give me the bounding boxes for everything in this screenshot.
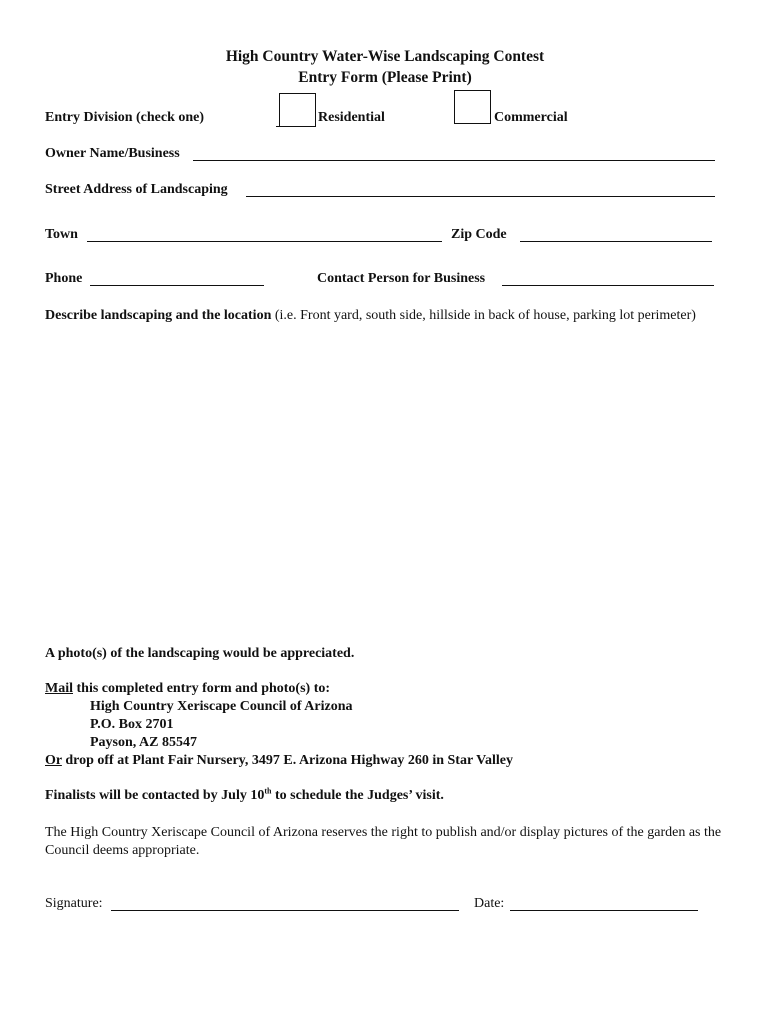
finalists-before: Finalists will be contacted by July 10 xyxy=(45,788,265,803)
contact-person-label: Contact Person for Business xyxy=(317,271,486,286)
address-line-3: Payson, AZ 85547 xyxy=(90,735,197,750)
address-line-1: High Country Xeriscape Council of Arizona xyxy=(90,699,353,714)
street-address-field[interactable] xyxy=(246,196,715,197)
residential-option-label: Residential xyxy=(318,110,385,125)
town-field[interactable] xyxy=(87,241,442,242)
rights-statement: The High Country Xeriscape Council of Arizona reserves the right to publish and/or display pictures of the garden as the Council deems appropriate. xyxy=(45,825,722,858)
owner-name-label: Owner Name/Business xyxy=(45,146,180,161)
signature-field[interactable] xyxy=(111,910,459,911)
describe-hint: (i.e. Front yard, south side, hillside in back of house, parking lot perimeter) xyxy=(274,308,696,323)
form-subtitle: Entry Form (Please Print) xyxy=(298,69,472,86)
commercial-checkbox[interactable] xyxy=(454,90,491,124)
zip-code-field[interactable] xyxy=(520,241,712,242)
zip-code-label: Zip Code xyxy=(451,227,507,242)
address-line-2: P.O. Box 2701 xyxy=(90,717,174,732)
drop-off-instruction xyxy=(45,753,513,769)
phone-label: Phone xyxy=(45,271,83,286)
mail-instruction xyxy=(45,681,330,697)
town-label: Town xyxy=(45,227,78,242)
or-word: Or xyxy=(45,753,62,768)
date-field[interactable] xyxy=(510,910,698,911)
mail-word: Mail xyxy=(45,681,73,696)
phone-field[interactable] xyxy=(90,285,264,286)
signature-label: Signature: xyxy=(45,896,103,911)
describe-label: Describe landscaping and the location xyxy=(45,308,272,323)
contact-person-field[interactable] xyxy=(502,285,714,286)
form-title: High Country Water-Wise Landscaping Contest xyxy=(225,48,545,65)
entry-division-label: Entry Division (check one) xyxy=(45,110,205,125)
describe-landscaping-prompt xyxy=(45,307,725,325)
finalists-sup: th xyxy=(264,786,272,796)
finalists-after: to schedule the Judges’ visit. xyxy=(271,788,444,803)
owner-name-field[interactable] xyxy=(193,160,715,161)
or-rest: drop off at Plant Fair Nursery, 3497 E. Arizona Highway 260 in Star Valley xyxy=(61,753,513,768)
commercial-option-label: Commercial xyxy=(494,110,568,125)
date-label: Date: xyxy=(474,896,505,911)
residential-checkbox[interactable] xyxy=(279,93,316,127)
finalists-note xyxy=(45,788,444,804)
street-address-label: Street Address of Landscaping xyxy=(45,182,228,197)
description-area[interactable] xyxy=(45,345,725,635)
photo-note: A photo(s) of the landscaping would be appreciated. xyxy=(45,646,355,661)
mail-rest: this completed entry form and photo(s) to: xyxy=(73,681,331,696)
